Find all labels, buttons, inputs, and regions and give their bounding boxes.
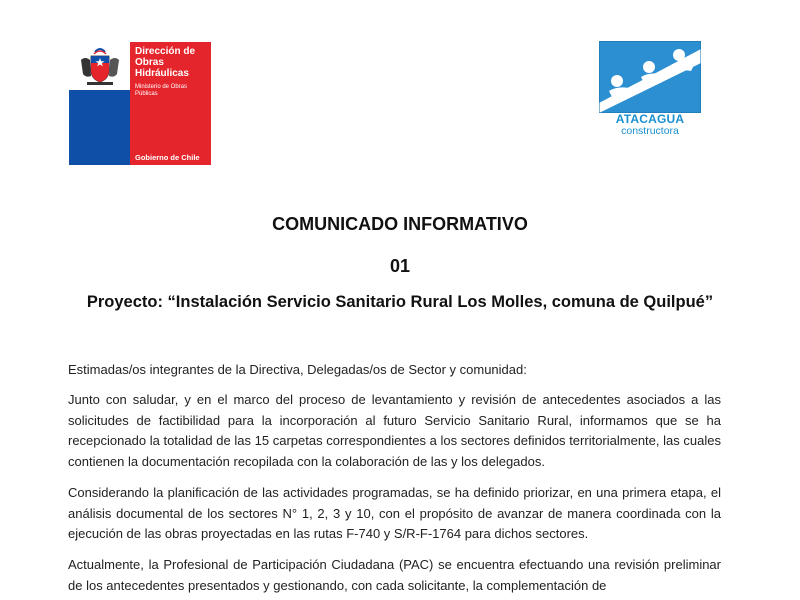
- paragraph-1: Junto con saludar, y en el marco del proceso de levantamiento y revisión de antecedentes asociados a las solicitudes de factibilidad para la incorporación al futuro Servicio Sanitario Rural, informamos que se ha recepcionado la totalidad de las 15 carpetas correspondientes a los sectores definidos territorialmente, las cuales contienen la documentación recopilada con la colaboración de las y los delegados.: [68, 392, 721, 469]
- doh-logo: [69, 42, 211, 165]
- doh-logo-government: Gobierno de Chile: [135, 153, 200, 162]
- atacagua-brand: ATACAGUA: [615, 112, 685, 126]
- doh-logo-blue-panel: [69, 42, 130, 165]
- doh-logo-name: Dirección de Obras Hidráulicas: [135, 46, 196, 79]
- document-title: COMUNICADO INFORMATIVO: [272, 214, 528, 234]
- paragraph-2: Considerando la planificación de las actividades programadas, se ha definido priorizar, en una primera etapa, el análisis documental de los sectores N° 1, 2, 3 y 10, con el propósito de avanzar de manera coordinada con la ejecución de las obras proyectadas en las rutas F-740 y S/R-F-1764 para dichos sectores.: [68, 485, 721, 542]
- doh-logo-ministry: Ministerio de Obras Públicas: [135, 84, 188, 97]
- project-title: Proyecto: “Instalación Servicio Sanitario Rural Los Molles, comuna de Quilpué”: [86, 293, 714, 311]
- atacagua-logo: [596, 41, 704, 139]
- atacagua-figures-icon: [599, 41, 701, 113]
- chile-coat-of-arms-icon: [77, 46, 123, 86]
- paragraph-3: Actualmente, la Profesional de Participación Ciudadana (PAC) se encuentra efectuando una revisión preliminar de los antecedentes presentados y gestionando, con cada solicitante, la complementación de: [68, 557, 721, 593]
- greeting: Estimadas/os integrantes de la Directiva, Delegadas/os de Sector y comunidad:: [68, 362, 527, 377]
- atacagua-subtitle: constructora: [621, 125, 679, 137]
- doh-logo-red-panel: [130, 42, 211, 165]
- document-number: 01: [389, 256, 411, 276]
